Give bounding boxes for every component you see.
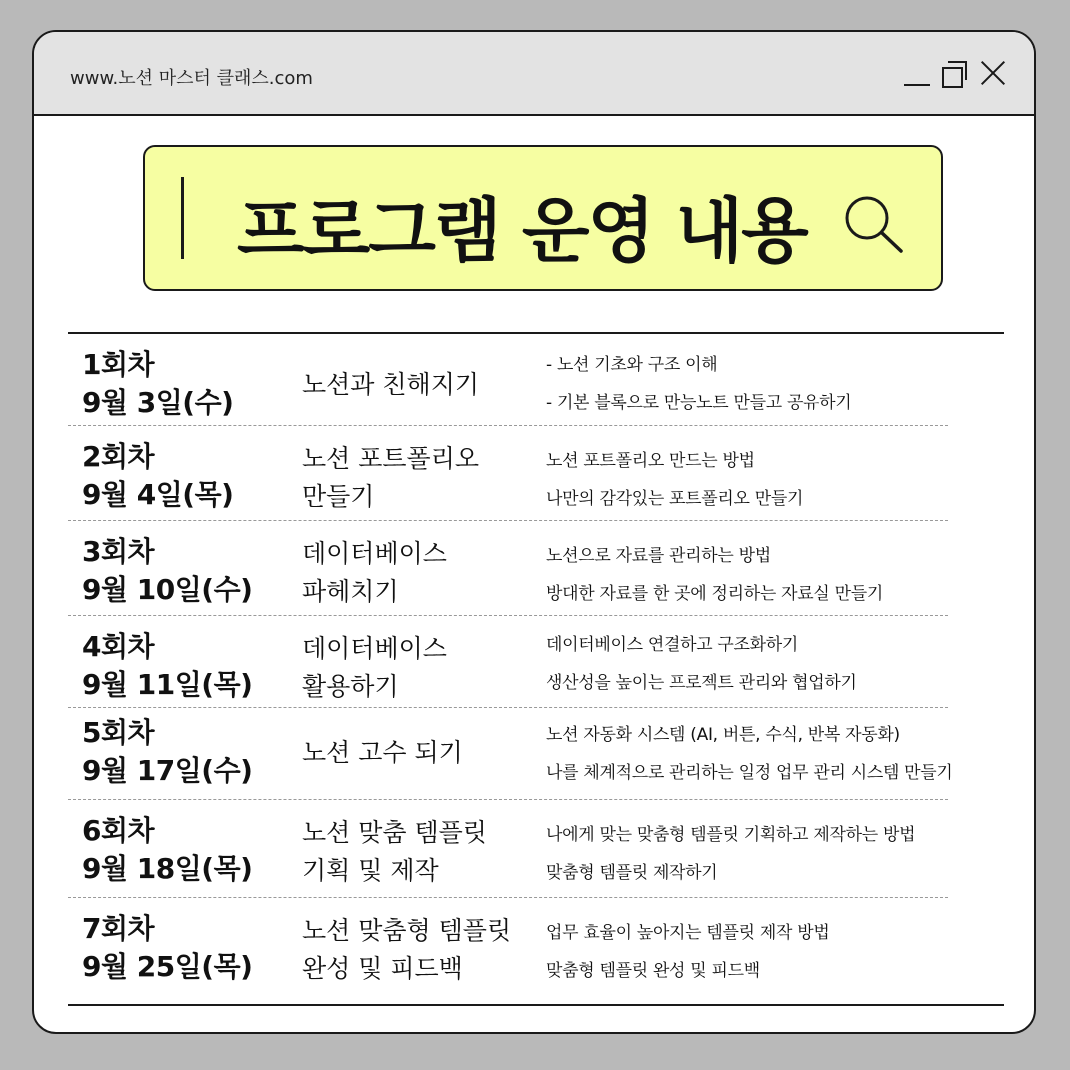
session-number-date xyxy=(82,438,233,514)
title-bar xyxy=(34,32,1034,116)
session-number: 3회차 xyxy=(82,535,155,568)
session-detail-line: 노션으로 자료를 관리하는 방법 xyxy=(546,546,771,566)
session-detail-line: 맞춤형 템플릿 완성 및 피드백 xyxy=(546,961,760,981)
session-title xyxy=(302,366,479,404)
session-detail-line: 노션 포트폴리오 만드는 방법 xyxy=(546,451,755,471)
session-row xyxy=(34,708,1034,800)
session-title xyxy=(302,814,487,890)
session-date: 9월 11일(목) xyxy=(82,668,253,701)
session-details xyxy=(546,716,953,792)
session-row xyxy=(34,898,1034,1002)
table-bottom-rule xyxy=(68,1004,1004,1006)
session-number: 2회차 xyxy=(82,440,155,473)
session-number: 5회차 xyxy=(82,716,155,749)
session-title-line: 기획 및 제작 xyxy=(302,856,439,885)
session-detail-line: 노션 자동화 시스템 (AI, 버튼, 수식, 반복 자동화) xyxy=(546,725,900,745)
session-details xyxy=(546,346,851,422)
address-url[interactable]: www.노션 마스터 클래스.com xyxy=(70,68,313,89)
session-date: 9월 4일(목) xyxy=(82,478,234,511)
minimize-icon[interactable] xyxy=(902,60,930,88)
session-details xyxy=(546,442,803,518)
text-cursor xyxy=(181,177,184,259)
session-number: 1회차 xyxy=(82,348,155,381)
session-number: 7회차 xyxy=(82,912,155,945)
session-title-line: 완성 및 피드백 xyxy=(302,954,463,983)
session-title xyxy=(302,912,511,988)
session-number: 4회차 xyxy=(82,630,155,663)
search-banner[interactable] xyxy=(143,145,943,291)
session-detail-line: 데이터베이스 연결하고 구조화하기 xyxy=(546,635,799,655)
session-row xyxy=(34,426,1034,521)
session-detail-line: 나에게 맞는 맞춤형 템플릿 기획하고 제작하는 방법 xyxy=(546,825,916,845)
session-row xyxy=(34,800,1034,898)
session-date: 9월 3일(수) xyxy=(82,386,234,419)
session-title-line: 파헤치기 xyxy=(302,577,399,606)
session-number-date xyxy=(82,714,252,790)
search-icon[interactable] xyxy=(839,191,909,255)
session-row xyxy=(34,616,1034,708)
session-number: 6회차 xyxy=(82,814,155,847)
session-details xyxy=(546,626,857,702)
session-details xyxy=(546,914,829,990)
session-title xyxy=(302,734,463,772)
session-date: 9월 17일(수) xyxy=(82,754,253,787)
session-detail-line: - 기본 블록으로 만능노트 만들고 공유하기 xyxy=(546,393,852,413)
browser-window xyxy=(32,30,1036,1034)
session-detail-line: 방대한 자료를 한 곳에 정리하는 자료실 만들기 xyxy=(546,584,883,604)
close-icon[interactable] xyxy=(980,60,1006,86)
session-row xyxy=(34,521,1034,616)
session-title xyxy=(302,630,447,706)
session-date: 9월 18일(목) xyxy=(82,852,253,885)
session-number-date xyxy=(82,346,233,422)
session-number-date xyxy=(82,533,252,609)
session-title xyxy=(302,440,479,516)
session-detail-line: - 노션 기초와 구조 이해 xyxy=(546,355,718,375)
session-number-date xyxy=(82,910,252,986)
session-detail-line: 맞춤형 템플릿 제작하기 xyxy=(546,863,718,883)
session-date: 9월 25일(목) xyxy=(82,950,253,983)
session-title-line: 노션과 친해지기 xyxy=(302,370,479,399)
page-title: 프로그램 운영 내용 xyxy=(237,190,807,272)
session-title-line: 노션 포트폴리오 xyxy=(302,444,479,473)
session-details xyxy=(546,816,915,892)
session-title-line: 만들기 xyxy=(302,482,375,511)
session-title-line: 노션 맞춤 템플릿 xyxy=(302,818,487,847)
session-title-line: 노션 맞춤형 템플릿 xyxy=(302,916,512,945)
session-title-line: 노션 고수 되기 xyxy=(302,738,463,767)
session-date: 9월 10일(수) xyxy=(82,573,253,606)
session-detail-line: 업무 효율이 높아지는 템플릿 제작 방법 xyxy=(546,923,830,943)
session-detail-line: 나만의 감각있는 포트폴리오 만들기 xyxy=(546,489,804,509)
session-title-line: 데이터베이스 xyxy=(302,634,447,663)
session-title xyxy=(302,535,447,611)
session-title-line: 데이터베이스 xyxy=(302,539,447,568)
session-number-date xyxy=(82,812,252,888)
session-detail-line: 생산성을 높이는 프로젝트 관리와 협업하기 xyxy=(546,673,857,693)
session-number-date xyxy=(82,628,252,704)
session-detail-line: 나를 체계적으로 관리하는 일정 업무 관리 시스템 만들기 xyxy=(546,763,953,783)
session-title-line: 활용하기 xyxy=(302,672,399,701)
maximize-icon[interactable] xyxy=(940,60,968,88)
session-details xyxy=(546,537,883,613)
session-row xyxy=(34,334,1034,426)
